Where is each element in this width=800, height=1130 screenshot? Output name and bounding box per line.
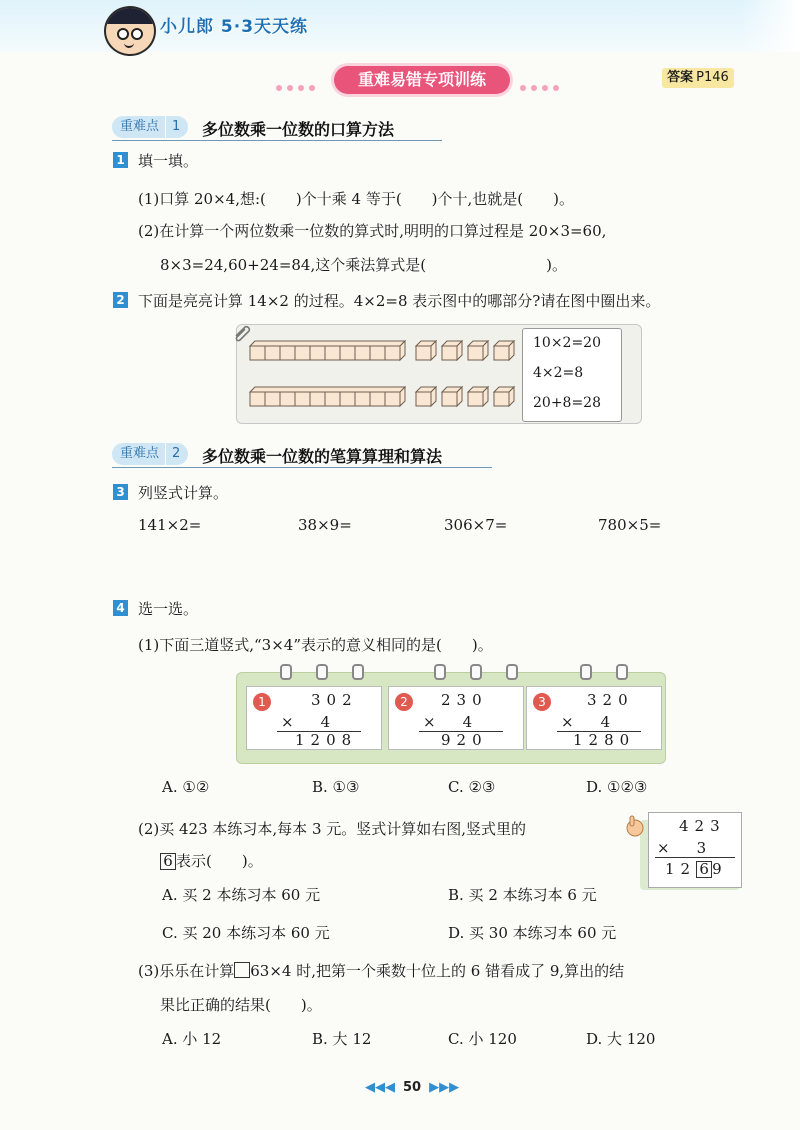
q4p2-calc-box [648,812,742,888]
banner-dots-right [520,76,570,82]
binder-ring [470,664,482,680]
circle-number-3: 3 [533,693,551,711]
calc-card-3 [526,686,662,750]
header-fade [740,0,800,52]
q2-equation-box [522,328,622,422]
q4p1-option-c: C. ②③ [448,778,496,796]
q1-number: 1 [113,152,128,168]
binder-ring [580,664,592,680]
q4p3-option-d: D. 大 120 [586,1030,656,1048]
q4p2-boxed-digit: 6 [696,861,712,878]
mascot-logo [104,6,156,56]
q4p3-option-c: C. 小 120 [448,1030,517,1048]
q2-eq-2: 4×2=8 [533,365,584,381]
binder-ring [280,664,292,680]
q3-item-4: 780×5= [598,516,662,534]
q4-part2-line1: (2)买 423 本练习本,每本 3 元。竖式计算如右图,竖式里的 [138,820,527,838]
q4p2-option-b: B. 买 2 本练习本 6 元 [448,886,597,904]
card1-top: 302 [311,691,358,709]
page-footer [365,1080,459,1095]
ones-row-2 [416,387,514,406]
q3-item-1: 141×2= [138,516,202,534]
q4p2-option-c: C. 买 20 本练习本 60 元 [162,924,330,942]
q4-part3-line2: 果比正确的结果( )。 [160,996,322,1014]
answer-reference: 答案 P146 [662,68,734,88]
card2-mul: × 4 [423,713,479,731]
section1-underline [112,140,442,141]
q3-item-3: 306×7= [444,516,508,534]
prev-arrows-icon: ◀◀◀ [365,1080,395,1095]
calc-card-2 [388,686,524,750]
circle-number-1: 1 [253,693,271,711]
calc-card-1 [246,686,382,750]
q1-part1: (1)口算 20×4,想:( )个十乘 4 等于( )个十,也就是( )。 [138,190,574,208]
q3-number: 3 [113,484,128,500]
q4p3-option-b: B. 大 12 [312,1030,372,1048]
tens-row-1 [250,341,405,360]
q4-number: 4 [113,600,128,616]
q4p3-option-a: A. 小 12 [162,1030,222,1048]
tens-row-2 [250,387,405,406]
section1-title: 多位数乘一位数的口算方法 [202,120,395,139]
q1-part2-line1: (2)在计算一个两位数乘一位数的算式时,明明的口算过程是 20×3=60, [138,222,607,240]
q4p2-result: 12 6 9 [665,860,728,878]
card2-result: 920 [441,731,488,749]
binder-ring [434,664,446,680]
page-number: 50 [403,1080,422,1095]
section1-badge: 重难点 1 [112,116,188,138]
ones-row-1 [416,341,514,360]
q2-prompt: 下面是亮亮计算 14×2 的过程。4×2=8 表示图中的哪部分?请在图中圈出来。 [138,292,661,310]
q4-part2-line2: 6 表示( )。 [160,850,263,871]
next-arrows-icon: ▶▶▶ [429,1080,460,1095]
card3-top: 320 [587,691,634,709]
q1-prompt: 填一填。 [138,152,199,170]
section2-underline [112,467,492,468]
section2-title: 多位数乘一位数的笔算算理和算法 [202,447,443,466]
q4p2-option-a: A. 买 2 本练习本 60 元 [162,886,321,904]
card1-mul: × 4 [281,713,337,731]
binder-ring [506,664,518,680]
q1-part2-line2: 8×3=24,60+24=84,这个乘法算式是( )。 [160,256,567,274]
q4p2-mul: × 3 [657,839,713,857]
boxed-digit: 6 [160,853,176,870]
section2-badge: 重难点 2 [112,443,188,465]
binder-ring [616,664,628,680]
q3-prompt: 列竖式计算。 [138,484,229,502]
q2-number: 2 [113,292,128,308]
q4p2-top: 423 [679,817,726,835]
q4-part3-line1: (3)乐乐在计算 63×4 时,把第一个乘数十位上的 6 错看成了 9,算出的结 [138,962,625,980]
card3-mul: × 4 [561,713,617,731]
q4p1-option-d: D. ①②③ [586,778,648,796]
q3-item-2: 38×9= [298,516,352,534]
q4p2-line [655,857,735,858]
blank-square [234,962,250,978]
q2-cubes-figure [248,340,518,412]
brand-title: 小儿郎 5·3天天练 [160,17,309,37]
q2-eq-1: 10×2=20 [533,335,601,351]
q2-eq-3: 20+8=28 [533,395,601,411]
q4p2-option-d: D. 买 30 本练习本 60 元 [448,924,617,942]
binder-ring [352,664,364,680]
card3-result: 1280 [573,731,636,749]
q4-part1-question: (1)下面三道竖式,“3×4”表示的意义相同的是( )。 [138,636,493,654]
q4p1-option-a: A. ①② [162,778,210,796]
q4p1-option-b: B. ①③ [312,778,360,796]
binder-ring [316,664,328,680]
banner-dots-left [276,76,326,82]
q4-prompt: 选一选。 [138,600,199,618]
hand-icon [624,814,646,838]
card1-result: 1208 [295,731,358,749]
card2-top: 230 [441,691,488,709]
circle-number-2: 2 [395,693,413,711]
section-banner: 重难易错专项训练 [334,66,510,94]
